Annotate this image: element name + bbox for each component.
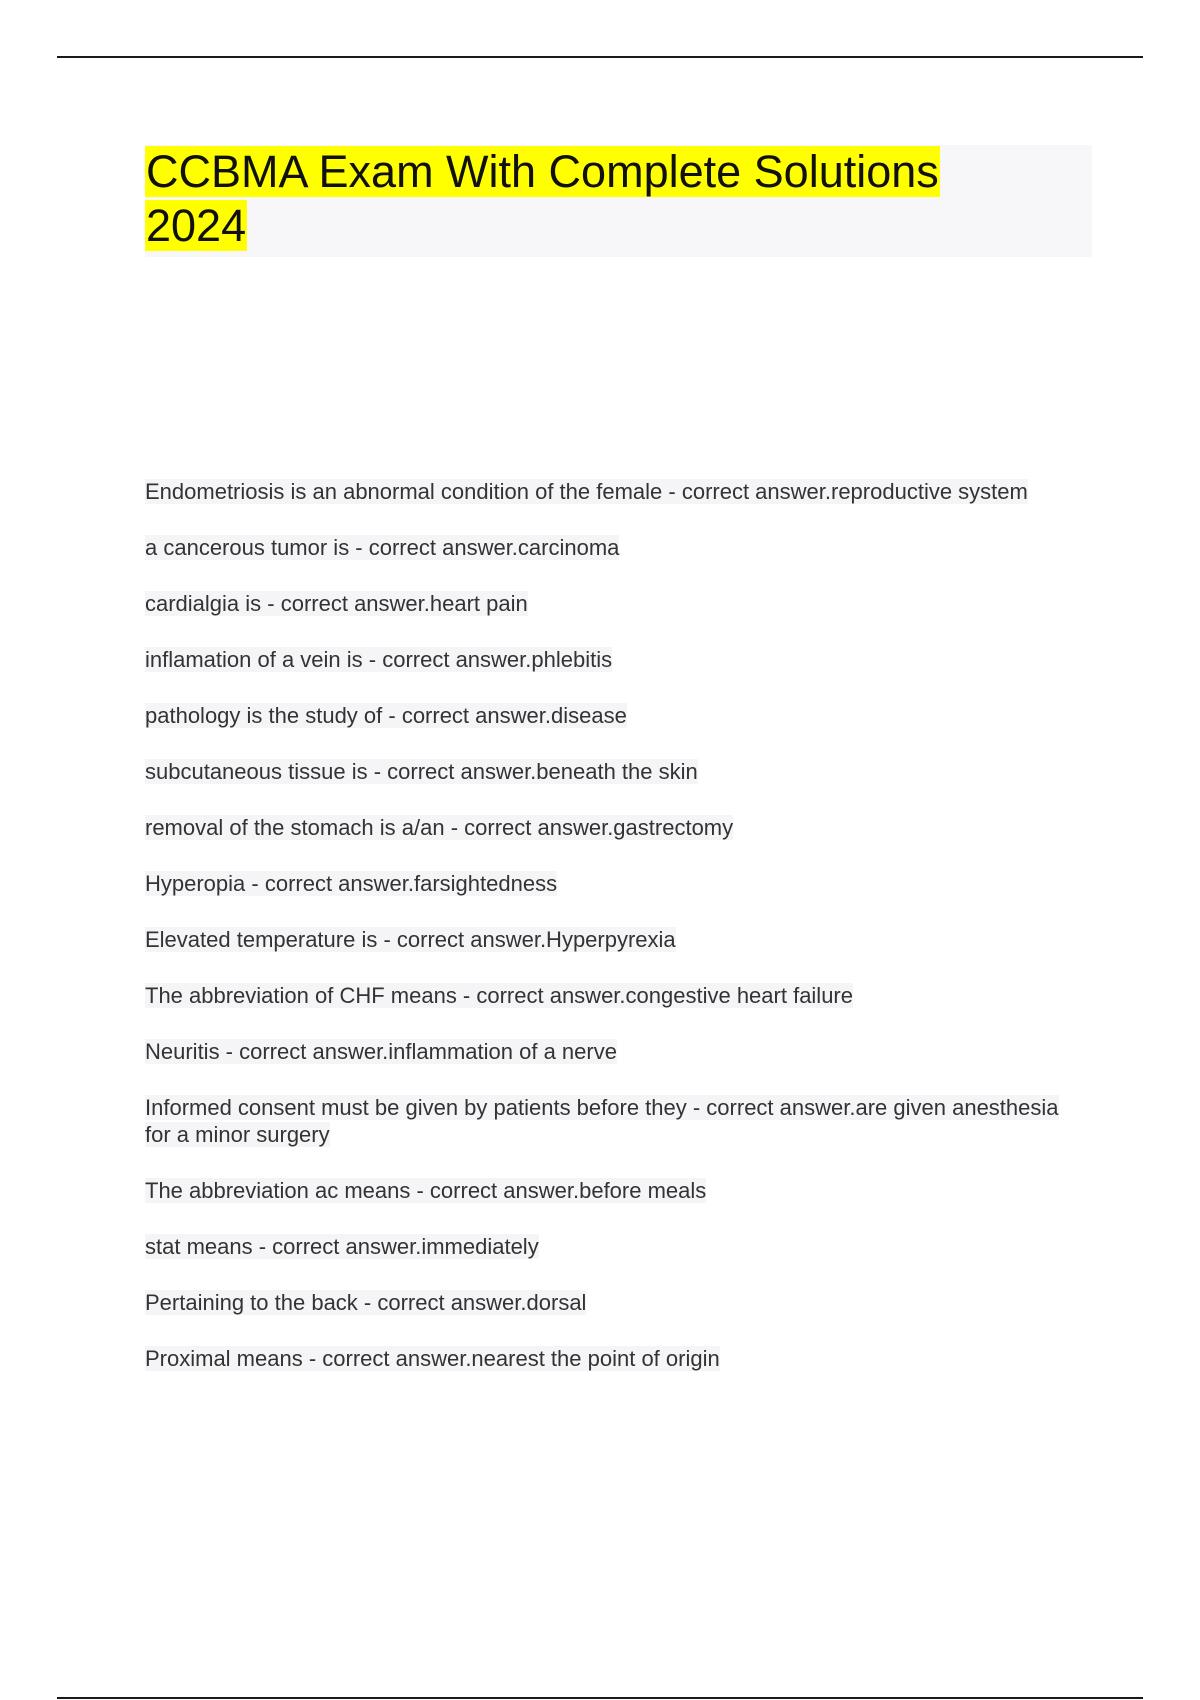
qa-item-text: Proximal means - correct answer.nearest the point of origin xyxy=(145,1346,720,1371)
qa-item xyxy=(145,1094,1075,1148)
qa-item xyxy=(145,758,1075,785)
top-rule xyxy=(57,56,1143,58)
document-title xyxy=(145,145,1025,253)
qa-item xyxy=(145,1289,1075,1316)
document-title-text: CCBMA Exam With Complete Solutions 2024 xyxy=(146,146,939,251)
qa-item xyxy=(145,982,1075,1009)
qa-item xyxy=(145,1177,1075,1204)
qa-item-text: The abbreviation ac means - correct answer.before meals xyxy=(145,1178,707,1203)
qa-item xyxy=(145,534,1075,561)
qa-item xyxy=(145,646,1075,673)
qa-item xyxy=(145,926,1075,953)
question-answer-list xyxy=(145,478,1075,1401)
qa-item xyxy=(145,870,1075,897)
qa-item-text: a cancerous tumor is - correct answer.carcinoma xyxy=(145,535,620,560)
qa-item-text: Elevated temperature is - correct answer.Hyperpyrexia xyxy=(145,927,676,952)
qa-item xyxy=(145,1038,1075,1065)
qa-item-text: The abbreviation of CHF means - correct answer.congestive heart failure xyxy=(145,983,853,1008)
qa-item-text: Neuritis - correct answer.inflammation of a nerve xyxy=(145,1039,617,1064)
qa-item-text: stat means - correct answer.immediately xyxy=(145,1234,539,1259)
qa-item xyxy=(145,814,1075,841)
qa-item-text: Endometriosis is an abnormal condition of the female - correct answer.reproductive system xyxy=(145,479,1028,504)
qa-item-text: Pertaining to the back - correct answer.dorsal xyxy=(145,1290,587,1315)
qa-item xyxy=(145,478,1075,505)
qa-item-text: pathology is the study of - correct answer.disease xyxy=(145,703,627,728)
qa-item xyxy=(145,590,1075,617)
qa-item xyxy=(145,1345,1075,1372)
bottom-rule xyxy=(57,1697,1143,1699)
qa-item-text: removal of the stomach is a/an - correct answer.gastrectomy xyxy=(145,815,734,840)
qa-item-text: Informed consent must be given by patients before they - correct answer.are given anesthesia for a minor surgery xyxy=(145,1095,1059,1147)
qa-item-text: cardialgia is - correct answer.heart pain xyxy=(145,591,528,616)
qa-item-text: subcutaneous tissue is - correct answer.beneath the skin xyxy=(145,759,698,784)
qa-item xyxy=(145,702,1075,729)
qa-item xyxy=(145,1233,1075,1260)
qa-item-text: Hyperopia - correct answer.farsightedness xyxy=(145,871,558,896)
qa-item-text: inflamation of a vein is - correct answer.phlebitis xyxy=(145,647,613,672)
title-block xyxy=(145,145,1092,257)
